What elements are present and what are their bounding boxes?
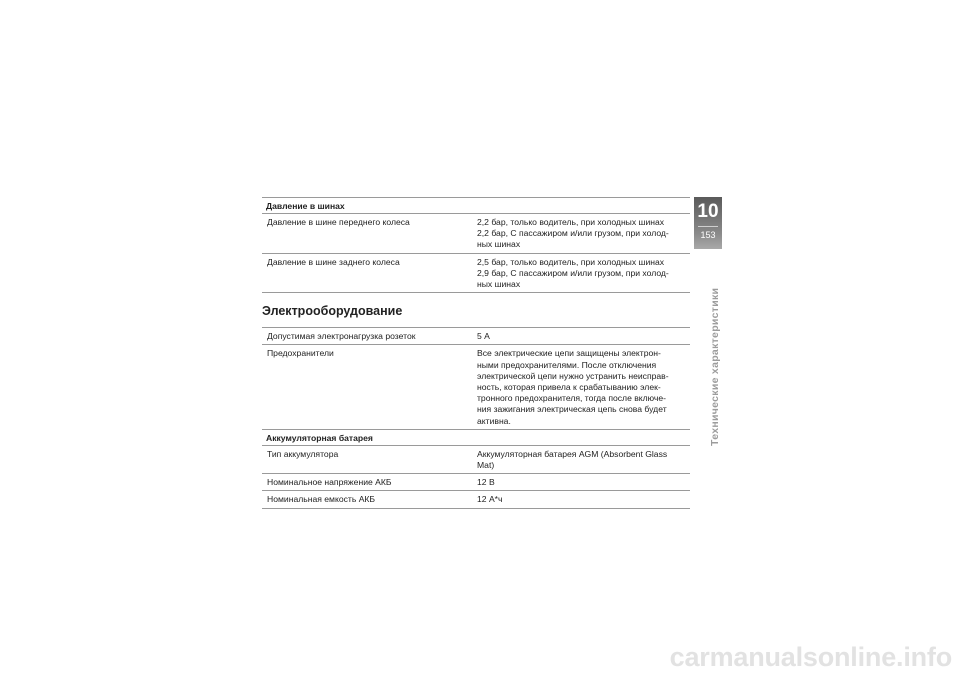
row-label: Тип аккумулятора (267, 448, 339, 459)
row-label: Номинальная емкость АКБ (267, 494, 376, 505)
row-label: Предохранители (267, 348, 334, 359)
value-line: 2,9 бар, С пассажиром и/или грузом, при холод- (477, 267, 669, 278)
table-row (262, 491, 690, 508)
value-line: 2,2 бар, С пассажиром и/или грузом, при холод- (477, 228, 669, 239)
value-line: ных шинах (477, 279, 521, 290)
value-line: электрической цепи нужно устранить неисправ- (477, 370, 669, 381)
value-line: 2,5 бар, только водитель, при холодных шинах (477, 256, 665, 267)
value-line: 12 В (477, 477, 495, 488)
value-line: ния зажигания электрическая цепь снова будет (477, 404, 667, 415)
value-line: ных шинах (477, 239, 521, 250)
table-row (262, 254, 690, 294)
value-line: Аккумуляторная батарея AGM (Absorbent Glass (477, 448, 668, 459)
value-line: 2,2 бар, только водитель, при холодных шинах (477, 217, 665, 227)
value-line: 5 А (477, 331, 490, 342)
chapter-number: 10 (697, 201, 719, 222)
value-line: ность, которая привела к срабатыванию элек- (477, 382, 661, 393)
watermark: carmanualsonline.info (669, 642, 952, 672)
value-line: ными предохранителями. После отключения (477, 359, 657, 370)
table-row (262, 474, 690, 491)
tire-pressure-heading: Давление в шинах (262, 197, 690, 214)
row-value (477, 449, 682, 471)
chapter-divider (698, 226, 718, 227)
row-label: Давление в шине переднего колеса (267, 217, 410, 227)
table-row (262, 345, 690, 429)
row-value (477, 217, 682, 251)
section-title: Электрооборудование (262, 304, 403, 319)
row-value (477, 477, 682, 488)
value-line: Все электрические цепи защищены электрон- (477, 348, 661, 359)
tire-pressure-table (262, 197, 690, 293)
value-line: Mat) (477, 460, 495, 471)
value-line: тронного предохранителя, тогда после включе- (477, 393, 667, 404)
row-label: Допустимая электронагрузка розеток (267, 331, 416, 342)
row-value (477, 494, 682, 505)
table-row (262, 446, 690, 474)
table-row (262, 327, 690, 345)
chapter-title: Технические характеристики (709, 287, 721, 446)
page-number: 153 (700, 230, 716, 240)
row-label: Номинальное напряжение АКБ (267, 477, 392, 488)
row-value (477, 257, 682, 291)
row-value (477, 348, 682, 426)
electrical-table (262, 327, 690, 508)
value-line: 12 А*ч (477, 494, 503, 505)
spec-content (262, 197, 690, 509)
row-label: Давление в шине заднего колеса (267, 256, 400, 267)
battery-heading: Аккумуляторная батарея (262, 430, 690, 446)
table-row (262, 214, 690, 254)
chapter-tab (694, 197, 722, 249)
row-value (477, 331, 682, 342)
value-line: активна. (477, 415, 511, 426)
